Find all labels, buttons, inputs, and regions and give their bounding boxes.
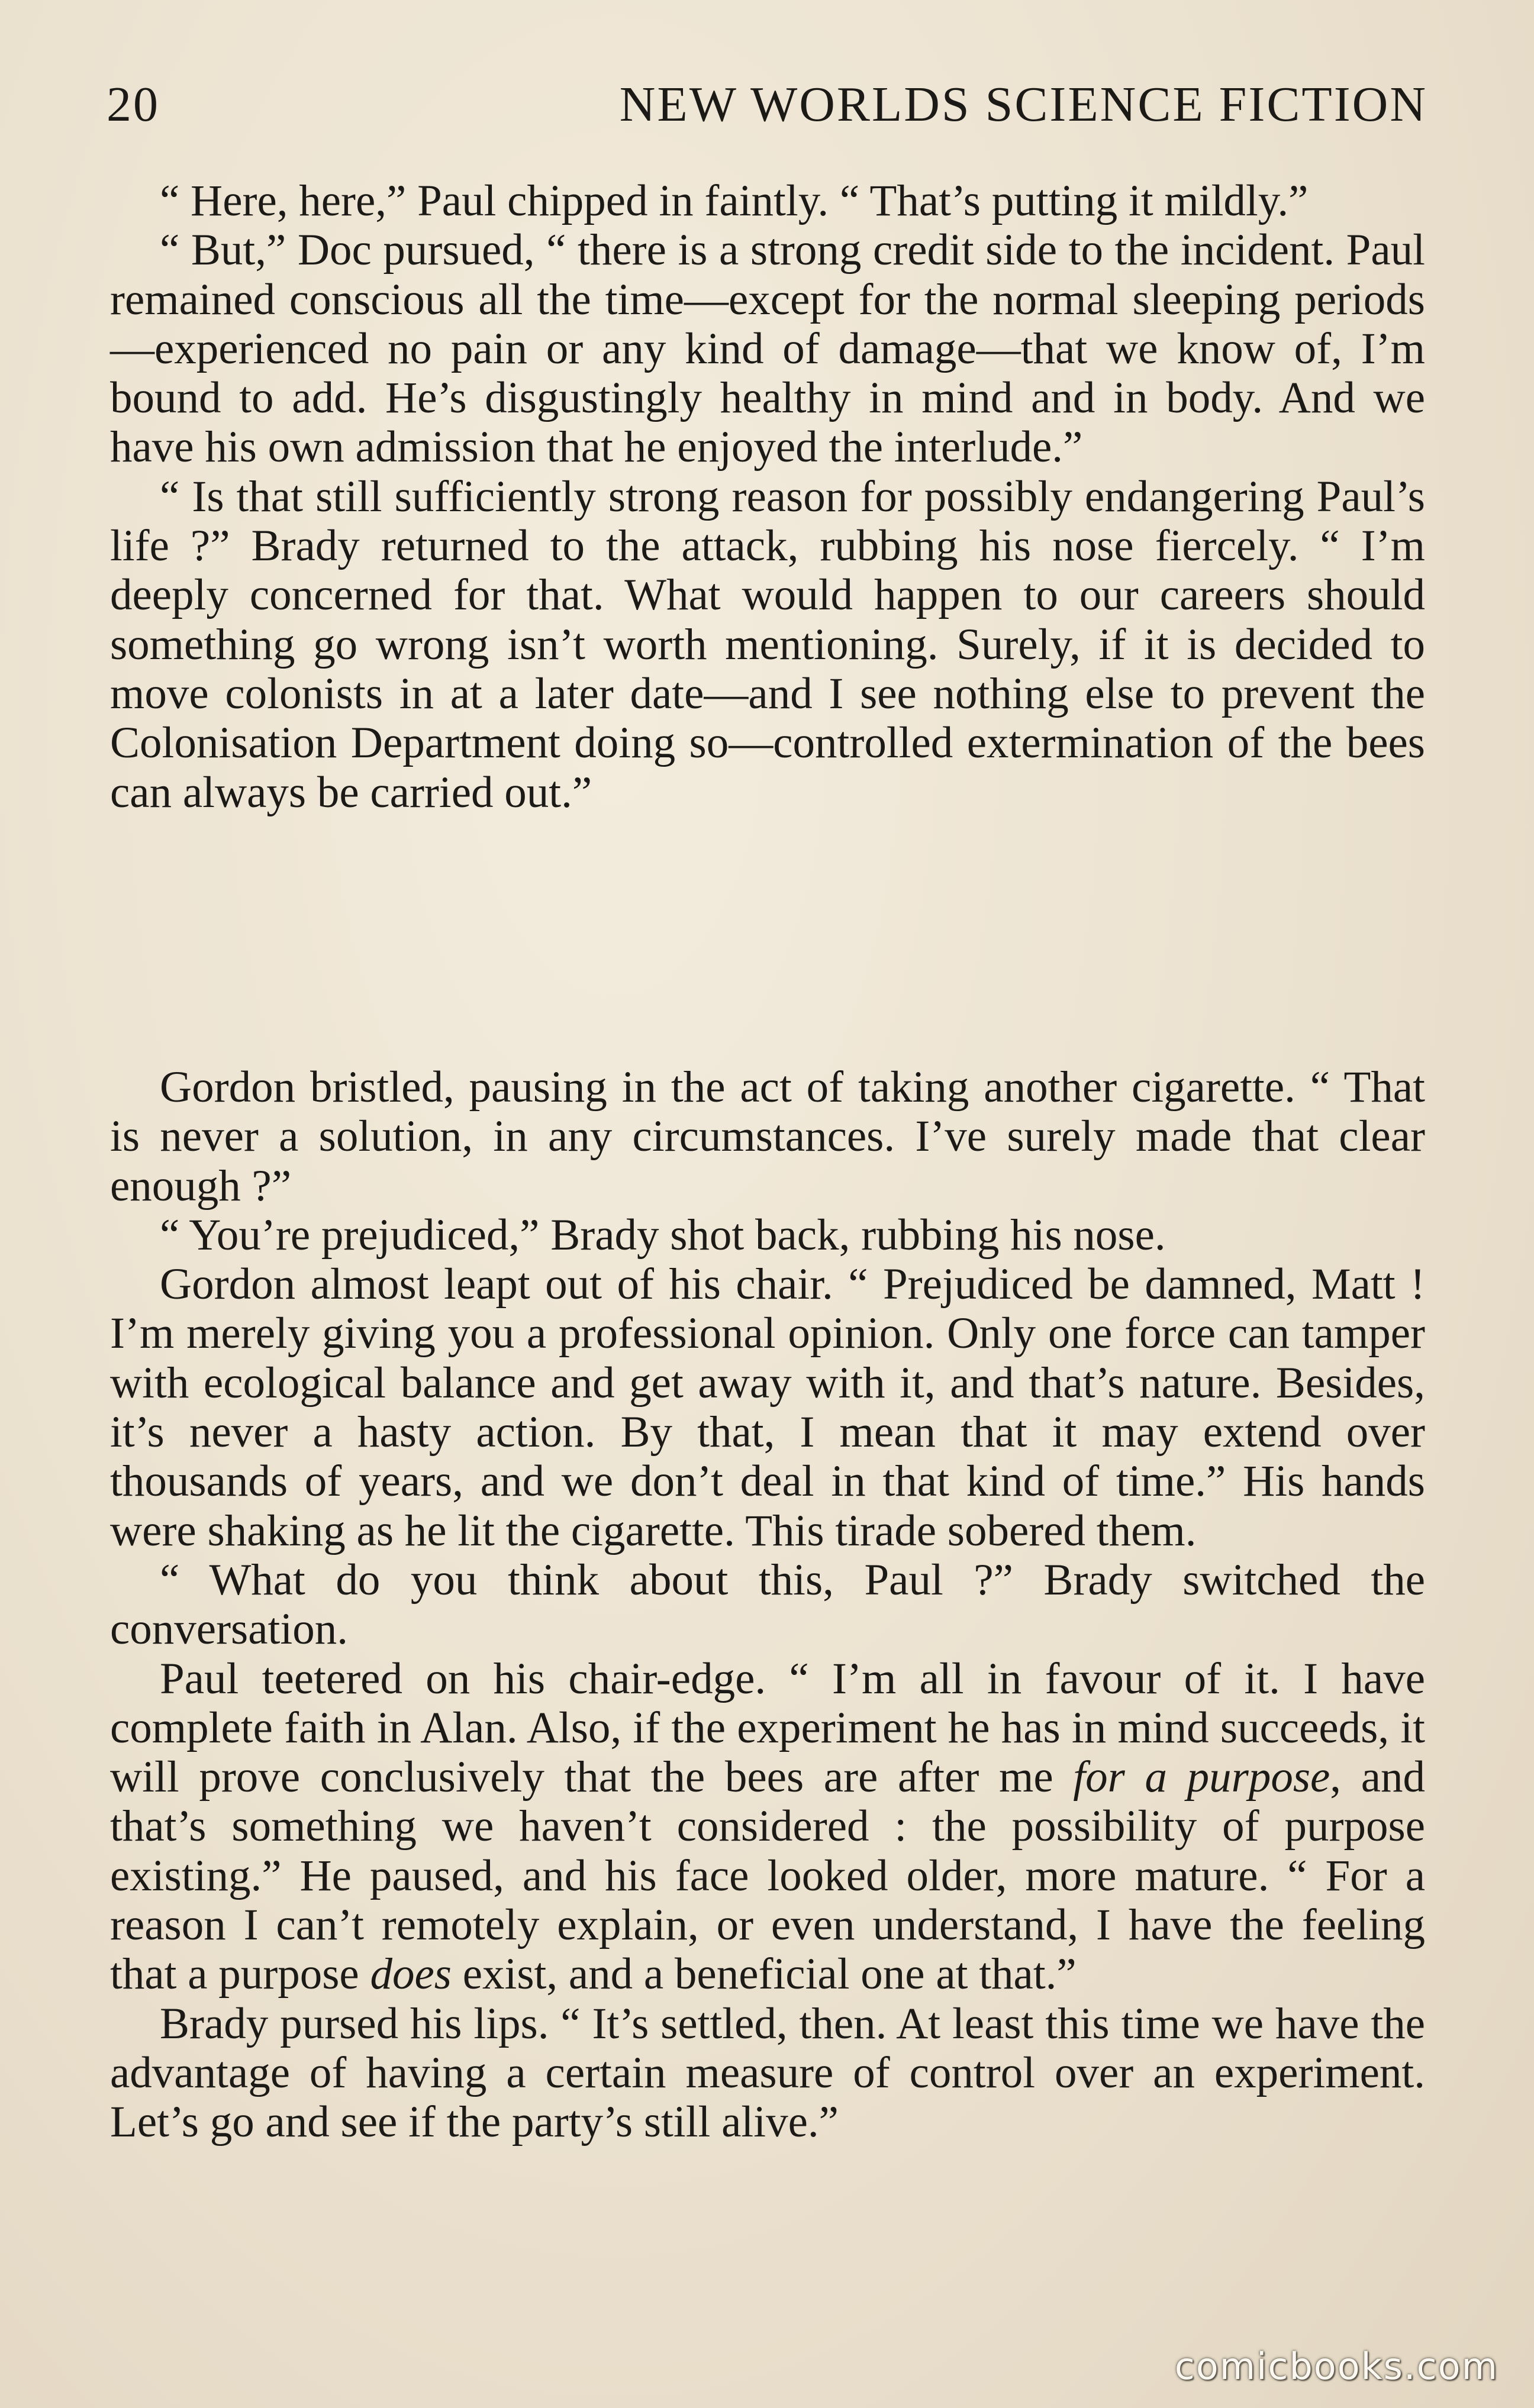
running-header	[107, 76, 1427, 133]
paragraph: “ Is that still sufficiently strong reason for possibly endangering Paul’s life ?” Brady returned to the attack, rubbing his nose fiercely. “ I’m deeply concerned for that. What would happen to our careers should something go wrong isn’t worth mentioning. Surely, if it is decided to move colonists in at a later date—and I see nothing else to prevent the Colonisation Department doing so—controlled extermination of the bees can always be carried out.”	[110, 472, 1425, 817]
watermark: comicbooks.com	[1174, 2345, 1498, 2388]
text-run: Paul teetered on his chair-edge. “ I’m all in favour of it. I have complete faith in Alan. Also, if the experiment he has in mind succeeds, it will prove conclusively that the bees are after me	[110, 1654, 1425, 1802]
text-section-2	[110, 1063, 1425, 2147]
paragraph: “ But,” Doc pursued, “ there is a strong credit side to the incident. Paul remained conscious all the time—except for the normal sleeping periods—experienced no pain or any kind of damage—that we know of, I’m bound to add. He’s disgustingly healthy in mind and in body. And we have his own admission that he enjoyed the interlude.”	[110, 225, 1425, 472]
paragraph: Brady pursed his lips. “ It’s settled, then. At least this time we have the advantage of having a certain measure of control over an experiment. Let’s go and see if the party’s still alive.”	[110, 1999, 1425, 2147]
italic-text: does	[370, 1949, 452, 1999]
paragraph: “ What do you think about this, Paul ?” Brady switched the conversation.	[110, 1555, 1425, 1654]
text-run: exist, and a beneficial one at that.”	[451, 1949, 1077, 1999]
text-section-1	[110, 176, 1425, 817]
text-run: , and that’s something we haven’t considered : the possibility of purpose existing.” He paused, and his face looked older, more mature. “ For a reason I can’t remotely explain, or even understand, I have the feeling that a purpose	[110, 1752, 1425, 1999]
paragraph: “ Here, here,” Paul chipped in faintly. “ That’s putting it mildly.”	[160, 176, 1309, 225]
italic-text: for a purpose	[1073, 1752, 1330, 1802]
paragraph: “ You’re prejudiced,” Brady shot back, rubbing his nose.	[160, 1210, 1166, 1260]
page-number: 20	[107, 77, 160, 132]
paragraph: Gordon bristled, pausing in the act of taking another cigarette. “ That is never a solution, in any circumstances. I’ve surely made that clear enough ?”	[110, 1063, 1425, 1211]
paragraph: Gordon almost leapt out of his chair. “ Prejudiced be damned, Matt ! I’m merely giving you a professional opinion. Only one force can tamper with ecological balance and get away with it, and that’s nature. Besides, it’s never a hasty action. By that, I mean that it may extend over thousands of years, and we don’t deal in that kind of time.” His hands were shaking as he lit the cigarette. This tirade sobered them.	[110, 1260, 1425, 1555]
paragraph	[110, 1654, 1425, 1999]
magazine-title: NEW WORLDS SCIENCE FICTION	[619, 77, 1427, 132]
